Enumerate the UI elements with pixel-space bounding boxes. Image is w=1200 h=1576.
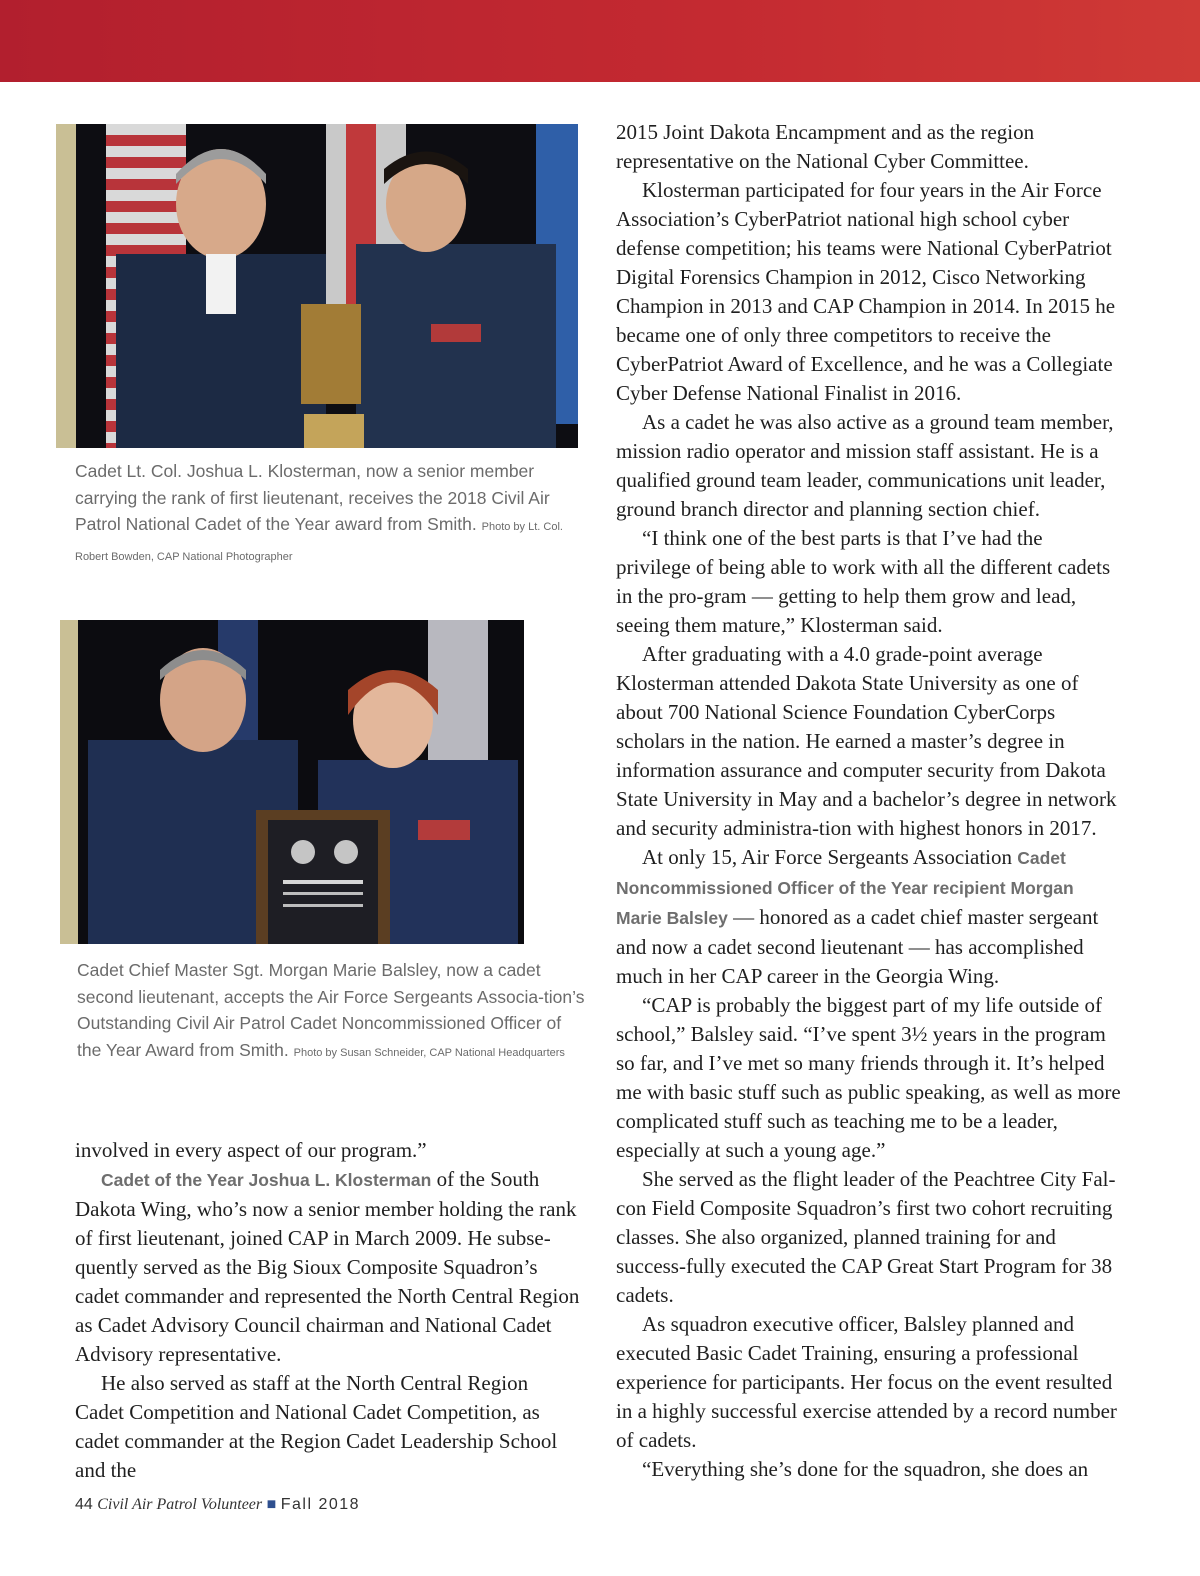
issue-season: Fall 2018	[280, 1496, 361, 1513]
highlight-name: Cadet of the Year Joshua L. Klosterman	[101, 1170, 432, 1190]
publication-title: Civil Air Patrol Volunteer	[97, 1496, 263, 1513]
paragraph-text: — honored as a cadet chief master sergeant and now a cadet second lieutenant — has accomplished much in her CAP career in the Georgia Wing.	[616, 905, 1099, 988]
caption-text: Cadet Lt. Col. Joshua L. Klosterman, now a senior member carrying the rank of first lieutenant, receives the 2018 Civil Air Patrol National Cadet of the Year award from Smith.	[75, 461, 550, 534]
photo-credit: Photo by Lt. Col. Robert Bowden, CAP National Photographer	[75, 521, 563, 563]
photo2-caption	[77, 957, 587, 1066]
left-column	[75, 1136, 580, 1485]
photo-klosterman-award	[76, 124, 578, 448]
highlight-name: Cadet Noncommissioned Officer of the Year recipient Morgan Marie Balsley	[616, 848, 1074, 928]
page-footer	[75, 1496, 360, 1514]
paragraph: As squadron executive officer, Balsley planned and executed Basic Cadet Training, ensuring a professional experience for participants. Her focus on the event resulted in a highly successful exercise attended by a record number of cadets.	[616, 1312, 1117, 1452]
photo-accent-bar	[56, 124, 76, 448]
caption-text: Cadet Chief Master Sgt. Morgan Marie Balsley, now a cadet second lieutenant, accepts the Air Force Sergeants Associa-tion’s Outstanding Civil Air Patrol Cadet Noncommissioned Officer of the Year Award from Smith.	[77, 960, 585, 1060]
square-separator-icon: ■	[266, 1496, 277, 1513]
paragraph	[75, 1165, 580, 1369]
paragraph: As a cadet he was also active as a ground team member, mission radio operator and mission staff assistant. He is a qualified ground team leader, communications unit leader, ground branch director and planning section chief.	[616, 410, 1114, 521]
paragraph: Klosterman participated for four years in the Air Force Association’s CyberPatriot national high school cyber defense competition; his teams were National CyberPatriot Digital Forensics Champion in 2012, Cisco Networking Champion in 2013 and CAP Champion in 2014. In 2015 he became one of only three competitors to receive the CyberPatriot Award of Excellence, and he was a Collegiate Cyber Defense National Finalist in 2016.	[616, 178, 1116, 405]
paragraph: “I think one of the best parts is that I’ve had the privilege of being able to work with all the different cadets in the pro-gram — getting to help them grow and lead, seeing them mature,” Klosterman said.	[616, 526, 1111, 637]
paragraph: She served as the flight leader of the Peachtree City Fal-con Field Composite Squadron’s first two cohort recruiting classes. She also organized, planned training for and success-fully executed the CAP Great Start Program for 38 cadets.	[616, 1167, 1116, 1307]
paragraph: He also served as staff at the North Central Region Cadet Competition and National Cadet Competition, as cadet commander at the Region Cadet Leadership School and the	[75, 1371, 558, 1482]
right-column	[616, 118, 1122, 1484]
photo-credit: Photo by Susan Schneider, CAP National Headquarters	[293, 1046, 565, 1059]
photo-accent-bar	[60, 620, 78, 944]
paragraph: involved in every aspect of our program.”	[75, 1138, 427, 1162]
paragraph: “Everything she’s done for the squadron, she does an	[642, 1457, 1089, 1481]
paragraph-text: At only 15, Air Force Sergeants Association	[642, 845, 1018, 869]
header-band	[0, 0, 1200, 82]
photo-balsley-award	[78, 620, 524, 944]
paragraph: “CAP is probably the biggest part of my life outside of school,” Balsley said. “I’ve spent 3½ years in the program so far, and I’ve met so many friends through it. It’s helped me with basic stuff such as public speaking, as well as more complicated stuff such as teaching me to be a leader, especially at such a young age.”	[616, 993, 1121, 1162]
paragraph-text: of the South Dakota Wing, who’s now a senior member holding the rank of first lieutenant, joined CAP in March 2009. He subse-quently served as the Big Sioux Composite Squadron’s cadet commander and represented the North Central Region as Cadet Advisory Council chairman and National Cadet Advisory representative.	[75, 1167, 580, 1366]
photo1-caption	[75, 458, 575, 570]
paragraph	[616, 843, 1122, 991]
paragraph: After graduating with a 4.0 grade-point average Klosterman attended Dakota State University as one of about 700 National Science Foundation CyberCorps scholars in the nation. He earned a master’s degree in information assurance and computer security from Dakota State University in May and a bachelor’s degree in network and security administra-tion with highest honors in 2017.	[616, 642, 1117, 840]
page-number: 44	[75, 1496, 93, 1513]
paragraph: 2015 Joint Dakota Encampment and as the region representative on the National Cyber Committee.	[616, 120, 1035, 173]
